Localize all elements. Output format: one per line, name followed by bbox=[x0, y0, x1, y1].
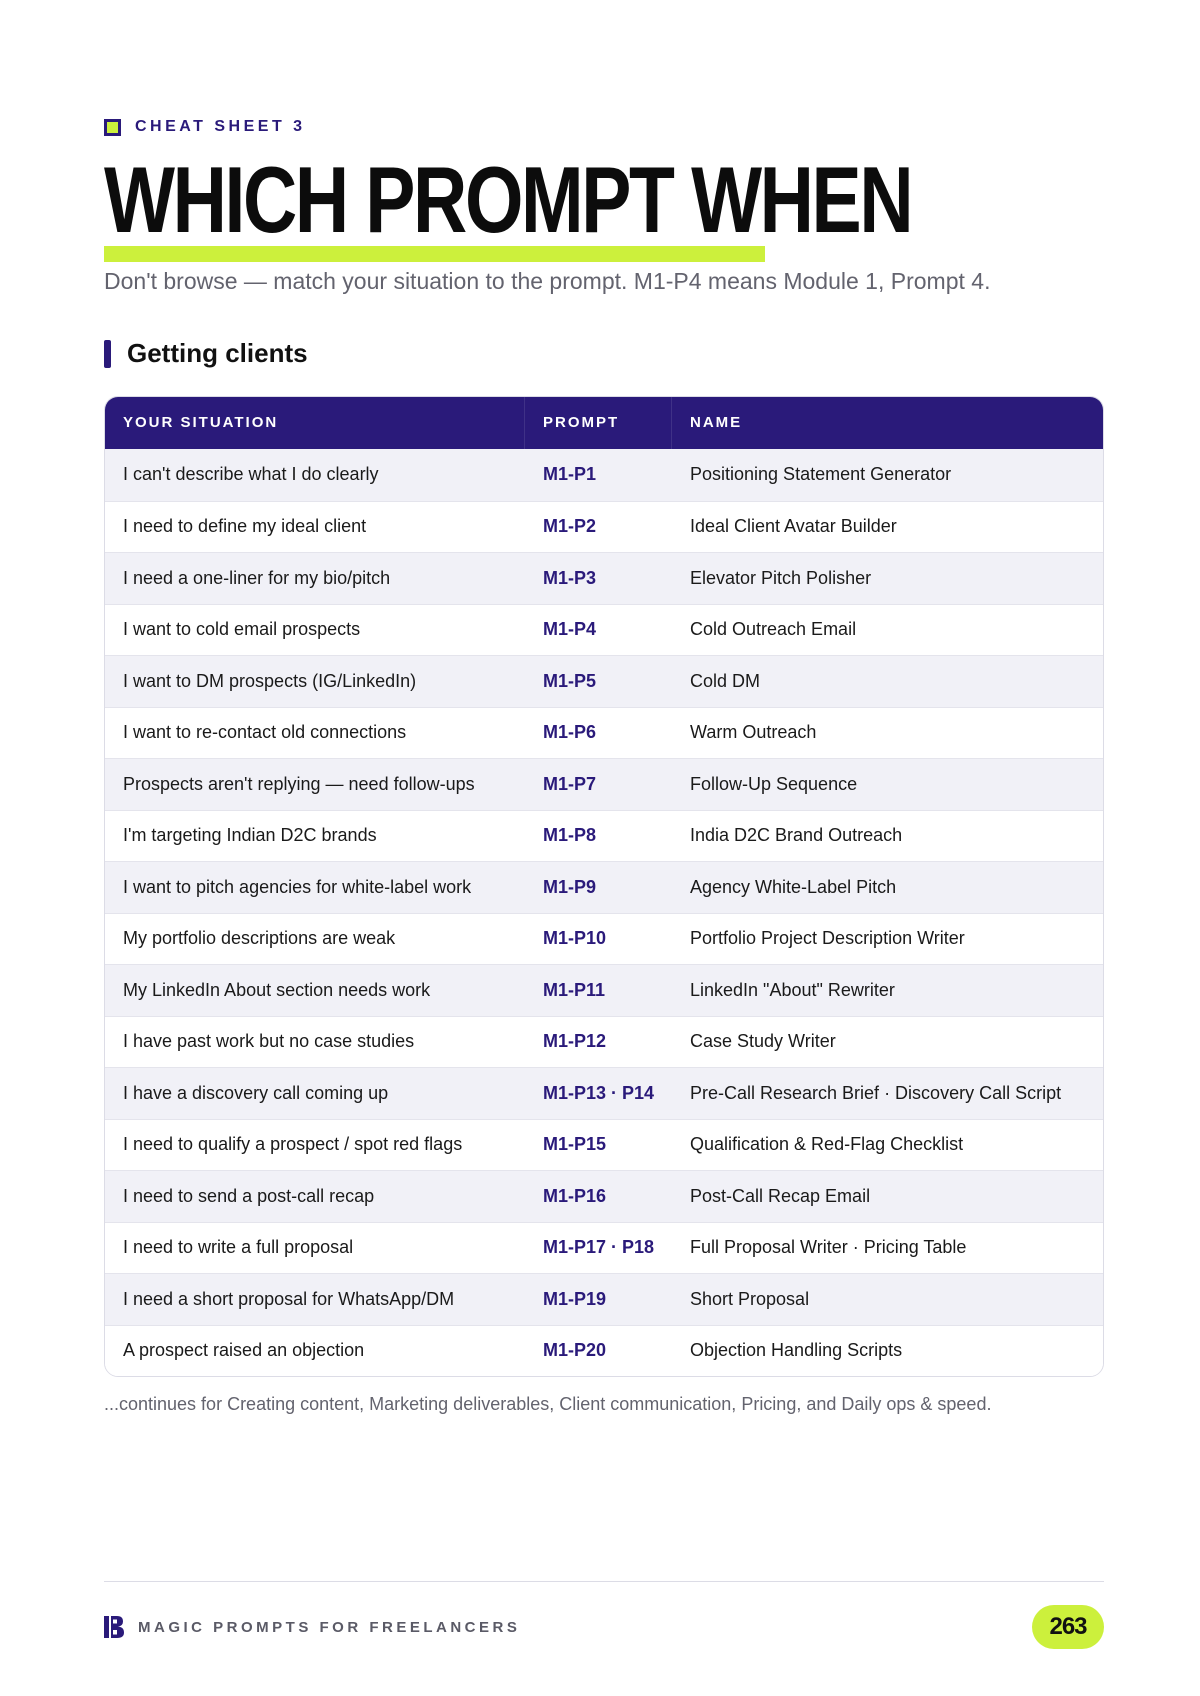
prompt-name-cell: Warm Outreach bbox=[690, 722, 817, 743]
prompt-code-cell: M1-P5 bbox=[543, 670, 597, 691]
prompt-name-cell: India D2C Brand Outreach bbox=[690, 825, 903, 846]
prompt-code-cell: M1-P19 bbox=[543, 1288, 607, 1309]
prompt-name-cell: Short Proposal bbox=[690, 1288, 810, 1309]
prompt-code-cell: M1-P8 bbox=[543, 825, 597, 846]
table-header bbox=[105, 397, 1103, 449]
prompt-name-cell: Case Study Writer bbox=[690, 1031, 836, 1052]
prompt-code-cell: M1-P13 · P14 bbox=[543, 1082, 655, 1103]
table-row bbox=[105, 1325, 1103, 1377]
brand-logo-icon bbox=[104, 1616, 124, 1638]
column-header-situation: YOUR SITUATION bbox=[105, 397, 525, 449]
prompt-name-cell: Cold Outreach Email bbox=[690, 619, 857, 640]
prompt-name-cell: Follow-Up Sequence bbox=[690, 773, 858, 794]
prompt-name-cell: LinkedIn "About" Rewriter bbox=[690, 979, 895, 1000]
prompt-name-cell: Agency White-Label Pitch bbox=[690, 876, 897, 897]
situation-cell: I have a discovery call coming up bbox=[123, 1082, 389, 1103]
page-footer bbox=[104, 1604, 1104, 1650]
situation-cell: I need a one-liner for my bio/pitch bbox=[123, 567, 391, 588]
page-title: WHICH PROMPT WHEN bbox=[104, 147, 912, 252]
situation-cell: I want to pitch agencies for white-label work bbox=[123, 876, 472, 897]
prompt-code-cell: M1-P7 bbox=[543, 773, 597, 794]
situation-cell: Prospects aren't replying — need follow-ups bbox=[123, 773, 475, 794]
column-header-name: NAME bbox=[690, 414, 743, 431]
prompt-code-cell: M1-P3 bbox=[543, 567, 597, 588]
situation-cell: My portfolio descriptions are weak bbox=[123, 928, 396, 949]
situation-cell: My LinkedIn About section needs work bbox=[123, 979, 431, 1000]
situation-cell: I need to qualify a prospect / spot red flags bbox=[123, 1134, 463, 1155]
prompt-name-cell: Objection Handling Scripts bbox=[690, 1340, 903, 1361]
table-row bbox=[105, 964, 1103, 1016]
footer-brand-label: MAGIC PROMPTS FOR FREELANCERS bbox=[138, 1618, 521, 1636]
situation-cell: I want to cold email prospects bbox=[123, 619, 361, 640]
table-row bbox=[105, 707, 1103, 759]
prompt-name-cell: Pre-Call Research Brief · Discovery Call Script bbox=[690, 1082, 1062, 1103]
prompt-name-cell: Full Proposal Writer · Pricing Table bbox=[690, 1237, 967, 1258]
title-block bbox=[104, 147, 1113, 252]
prompt-name-cell: Cold DM bbox=[690, 670, 761, 691]
prompt-code-cell: M1-P1 bbox=[543, 464, 597, 485]
situation-cell: I can't describe what I do clearly bbox=[123, 464, 379, 485]
page-subtitle: Don't browse — match your situation to the prompt. M1-P4 means Module 1, Prompt 4. bbox=[104, 268, 991, 294]
table-row bbox=[105, 810, 1103, 862]
square-bullet-icon bbox=[104, 119, 121, 136]
table-row bbox=[105, 604, 1103, 656]
situation-cell: I need to define my ideal client bbox=[123, 516, 367, 537]
prompt-name-cell: Post-Call Recap Email bbox=[690, 1185, 871, 1206]
situation-cell: I need to write a full proposal bbox=[123, 1237, 354, 1258]
page-number-badge: 263 bbox=[1032, 1605, 1104, 1649]
page bbox=[104, 0, 1104, 1696]
situation-cell: I want to DM prospects (IG/LinkedIn) bbox=[123, 670, 417, 691]
situation-cell: A prospect raised an objection bbox=[123, 1340, 365, 1361]
section-marker bbox=[104, 340, 111, 368]
section-title: Getting clients bbox=[127, 338, 308, 368]
table-row bbox=[105, 655, 1103, 707]
prompt-code-cell: M1-P17 · P18 bbox=[543, 1237, 655, 1258]
prompt-code-cell: M1-P12 bbox=[543, 1031, 607, 1052]
footer-divider bbox=[104, 1581, 1104, 1582]
table-row bbox=[105, 861, 1103, 913]
situation-cell: I have past work but no case studies bbox=[123, 1031, 415, 1052]
table-row bbox=[105, 1273, 1103, 1325]
prompt-code-cell: M1-P16 bbox=[543, 1185, 607, 1206]
table-row bbox=[105, 758, 1103, 810]
prompt-code-cell: M1-P10 bbox=[543, 928, 607, 949]
prompt-table bbox=[104, 396, 1104, 1377]
prompt-code-cell: M1-P4 bbox=[543, 619, 597, 640]
prompt-code-cell: M1-P9 bbox=[543, 876, 597, 897]
table-row bbox=[105, 1016, 1103, 1068]
prompt-name-cell: Ideal Client Avatar Builder bbox=[690, 516, 897, 537]
eyebrow bbox=[104, 116, 306, 138]
prompt-name-cell: Qualification & Red-Flag Checklist bbox=[690, 1134, 964, 1155]
prompt-name-cell: Elevator Pitch Polisher bbox=[690, 567, 872, 588]
table-row bbox=[105, 1170, 1103, 1222]
prompt-code-cell: M1-P15 bbox=[543, 1134, 607, 1155]
table-row bbox=[105, 1067, 1103, 1119]
prompt-name-cell: Positioning Statement Generator bbox=[690, 464, 952, 485]
eyebrow-label: CHEAT SHEET 3 bbox=[135, 118, 306, 135]
table-row bbox=[105, 1222, 1103, 1274]
situation-cell: I need to send a post-call recap bbox=[123, 1185, 375, 1206]
table-row bbox=[105, 552, 1103, 604]
prompt-name-cell: Portfolio Project Description Writer bbox=[690, 928, 965, 949]
section-heading bbox=[104, 338, 308, 369]
footnote: ...continues for Creating content, Marketing deliverables, Client communication, Pricing, and Daily ops & speed. bbox=[104, 1394, 992, 1414]
table-row bbox=[105, 913, 1103, 965]
footer-brand bbox=[104, 1616, 520, 1638]
situation-cell: I'm targeting Indian D2C brands bbox=[123, 825, 377, 846]
prompt-code-cell: M1-P6 bbox=[543, 722, 597, 743]
prompt-code-cell: M1-P20 bbox=[543, 1340, 607, 1361]
table-row bbox=[105, 501, 1103, 553]
prompt-code-cell: M1-P11 bbox=[543, 979, 606, 1000]
table-row bbox=[105, 449, 1103, 501]
situation-cell: I want to re-contact old connections bbox=[123, 722, 407, 743]
situation-cell: I need a short proposal for WhatsApp/DM bbox=[123, 1288, 455, 1309]
table-body bbox=[105, 449, 1103, 1376]
column-header-prompt: PROMPT bbox=[525, 397, 672, 449]
table-row bbox=[105, 1119, 1103, 1171]
prompt-code-cell: M1-P2 bbox=[543, 516, 597, 537]
